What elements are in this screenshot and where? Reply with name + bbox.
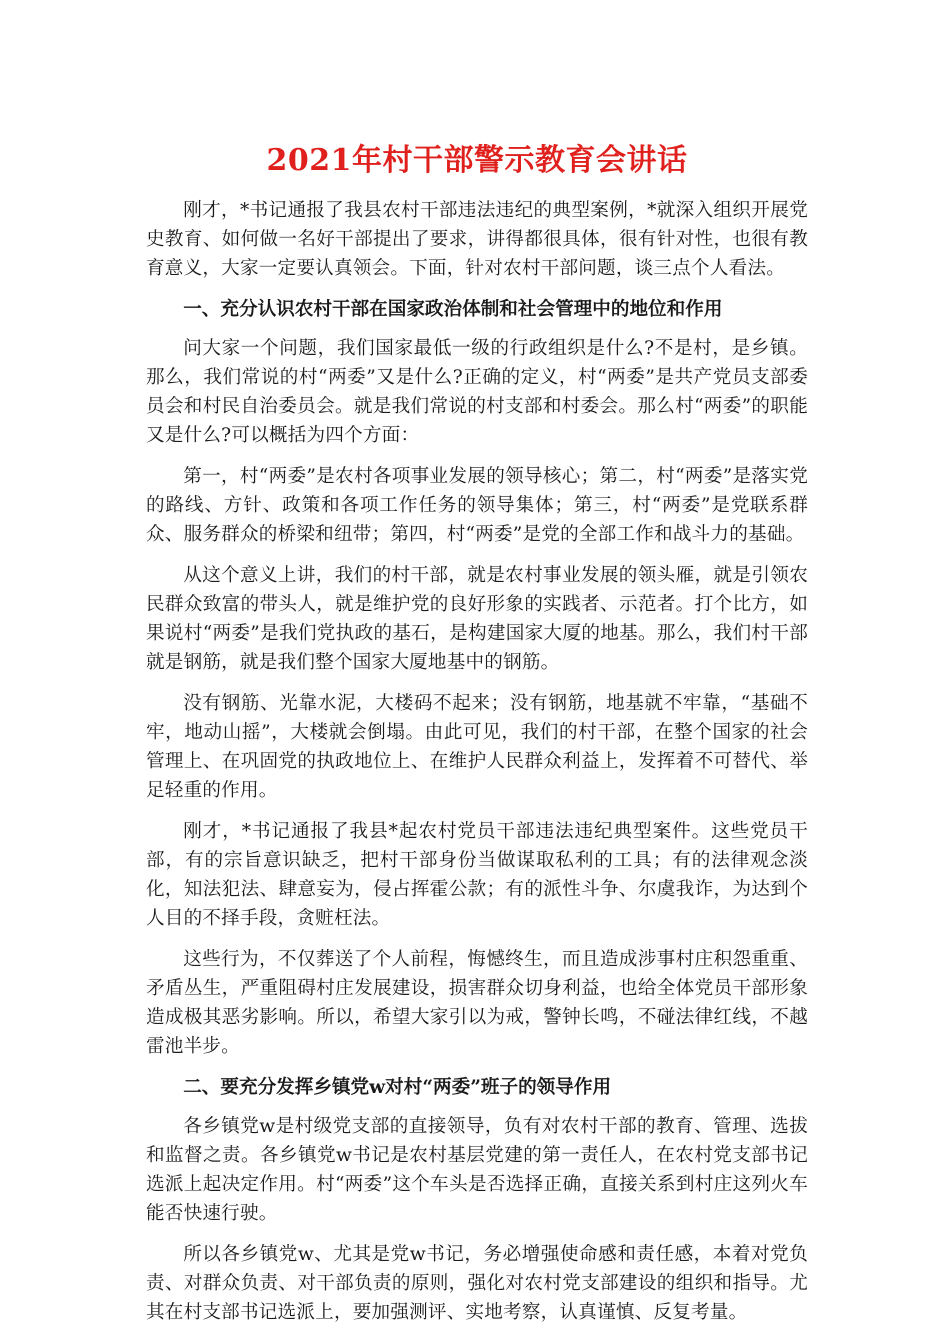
section-1-paragraph: 第一，村“两委”是农村各项事业发展的领导核心；第二，村“两委”是落实党的路线、方针、政策和各项工作任务的领导集体；第三，村“两委”是党联系群众、服务群众的桥梁和纽带；第四，村“两委”是党的全部工作和战斗力的基础。: [146, 466, 808, 545]
section-2-paragraph: 各乡镇党w是村级党支部的直接领导，负有对农村干部的教育、管理、选拔和监督之责。各乡镇党w书记是农村基层党建的第一责任人，在农村党支部书记选派上起决定作用。村“两委”这个车头是否选择正确，直接关系到村庄这列火车能否快速行驶。: [146, 1116, 808, 1224]
section-1-paragraph: 没有钢筋、光靠水泥，大楼码不起来；没有钢筋，地基就不牢靠，“基础不牢，地动山摇”，大楼就会倒塌。由此可见，我们的村干部，在整个国家的社会管理上、在巩固党的执政地位上、在维护人民群众利益上，发挥着不可替代、举足轻重的作用。: [146, 693, 808, 801]
section-1-paragraph: 这些行为，不仅葬送了个人前程，悔憾终生，而且造成涉事村庄积怨重重、矛盾丛生，严重阻碍村庄发展建设，损害群众切身利益，也给全体党员干部形象造成极其恶劣影响。所以，希望大家引以为戒，警钟长鸣，不碰法律红线，不越雷池半步。: [146, 949, 808, 1057]
section-2-paragraph: 所以各乡镇党w、尤其是党w书记，务必增强使命感和责任感，本着对党负责、对群众负责、对干部负责的原则，强化对农村党支部建设的组织和指导。尤其在村支部书记选派上，要加强测评、实地考察，认真谨慎、反复考量。: [146, 1244, 808, 1323]
intro-paragraph: 刚才，*书记通报了我县农村干部违法违纪的典型案例，*就深入组织开展党史教育、如何做一名好干部提出了要求，讲得都很具体，很有针对性，也很有教育意义，大家一定要认真领会。下面，针对农村干部问题，谈三点个人看法。: [146, 200, 808, 279]
section-1-paragraph: 从这个意义上讲，我们的村干部，就是农村事业发展的领头雁，就是引领农民群众致富的带头人，就是维护党的良好形象的实践者、示范者。打个比方，如果说村“两委”是我们党执政的基石，是构建国家大厦的地基。那么，我们村干部就是钢筋，就是我们整个国家大厦地基中的钢筋。: [146, 565, 808, 673]
section-1-heading: 一、充分认识农村干部在国家政治体制和社会管理中的地位和作用: [183, 299, 723, 320]
section-1-paragraph: 刚才，*书记通报了我县*起农村党员干部违法违纪典型案件。这些党员干部，有的宗旨意识缺乏，把村干部身份当做谋取私利的工具；有的法律观念淡化，知法犯法、肆意妄为，侵占挥霍公款；有的派性斗争、尔虞我诈，为达到个人目的不择手段，贪赃枉法。: [146, 821, 808, 929]
section-2-heading: 二、要充分发挥乡镇党w对村“两委”班子的领导作用: [183, 1077, 612, 1098]
document-page: [146, 136, 808, 1339]
section-1-paragraph: 问大家一个问题，我们国家最低一级的行政组织是什么?不是村，是乡镇。那么，我们常说的村“两委”又是什么?正确的定义，村“两委”是共产党员支部委员会和村民自治委员会。就是我们常说的村支部和村委会。那么村“两委”的职能又是什么?可以概括为四个方面：: [146, 338, 808, 446]
document-title: 2021年村干部警示教育会讲话: [266, 143, 688, 178]
